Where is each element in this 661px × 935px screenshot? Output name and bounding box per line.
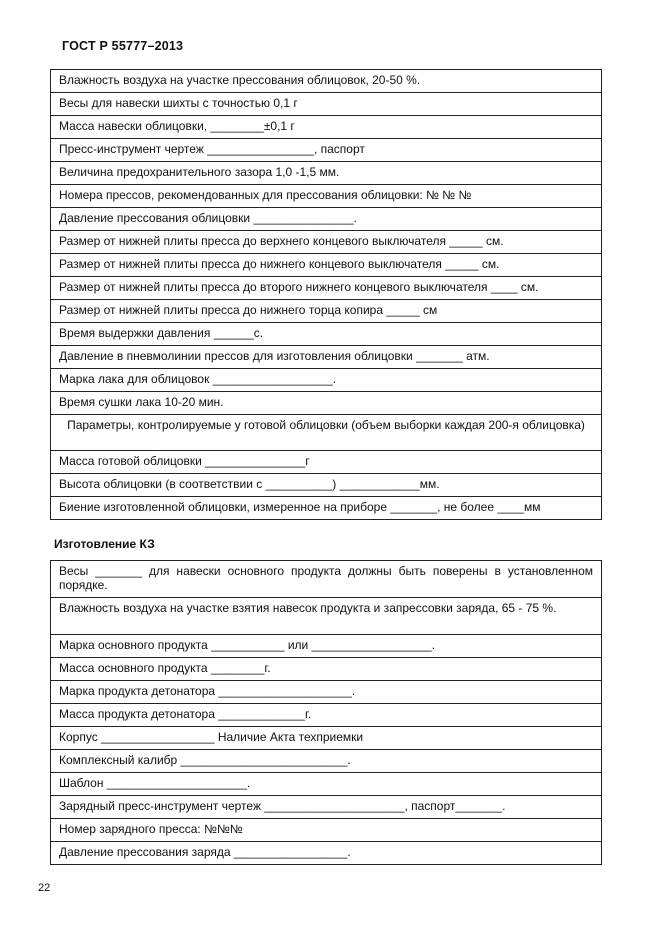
table-cell: Давление прессования облицовки _______________. bbox=[51, 208, 602, 231]
table-cell: Масса навески облицовки, ________±0,1 г bbox=[51, 116, 602, 139]
table-row bbox=[51, 819, 602, 842]
table-cell: Шаблон _____________________. bbox=[51, 773, 602, 796]
table-cell: Размер от нижней плиты пресса до нижнего концевого выключателя _____ см. bbox=[51, 254, 602, 277]
table-cell: Масса продукта детонатора _____________г. bbox=[51, 704, 602, 727]
table-subheading: Параметры, контролируемые у готовой облицовки (объем выборки каждая 200-я облицовка) bbox=[51, 415, 602, 451]
table-row bbox=[51, 392, 602, 415]
table-row bbox=[51, 474, 602, 497]
section-heading: Изготовление КЗ bbox=[54, 537, 155, 551]
table-cell: Марка продукта детонатора ____________________. bbox=[51, 681, 602, 704]
table-cell: Биение изготовленной облицовки, измеренное на приборе _______, не более ____мм bbox=[51, 497, 602, 520]
table-cell: Давление прессования заряда _________________. bbox=[51, 842, 602, 865]
table-cell: Размер от нижней плиты пресса до второго нижнего концевого выключателя ____ см. bbox=[51, 277, 602, 300]
table-cell: Комплексный калибр _________________________. bbox=[51, 750, 602, 773]
table-row bbox=[51, 300, 602, 323]
table-row bbox=[51, 796, 602, 819]
table-cell: Величина предохранительного зазора 1,0 -1,5 мм. bbox=[51, 162, 602, 185]
table-cell: Давление в пневмолинии прессов для изготовления облицовки _______ атм. bbox=[51, 346, 602, 369]
table-row bbox=[51, 139, 602, 162]
table-cell: Масса готовой облицовки _______________г bbox=[51, 451, 602, 474]
pressing-parameters-table bbox=[50, 69, 602, 520]
table-cell: Зарядный пресс-инструмент чертеж _____________________, паспорт_______. bbox=[51, 796, 602, 819]
kz-manufacturing-table bbox=[50, 560, 602, 865]
table-row bbox=[51, 727, 602, 750]
table-row bbox=[51, 231, 602, 254]
table-row bbox=[51, 451, 602, 474]
table-row bbox=[51, 704, 602, 727]
table-cell: Марка основного продукта ___________ или __________________. bbox=[51, 635, 602, 658]
table-cell: Весы для навески шихты с точностью 0,1 г bbox=[51, 93, 602, 116]
table-row bbox=[51, 598, 602, 635]
document-code-header: ГОСТ Р 55777–2013 bbox=[62, 39, 184, 53]
table-row bbox=[51, 497, 602, 520]
table-row bbox=[51, 842, 602, 865]
table-row bbox=[51, 415, 602, 451]
table-cell: Масса основного продукта ________г. bbox=[51, 658, 602, 681]
table-row bbox=[51, 70, 602, 93]
table-row bbox=[51, 277, 602, 300]
table-cell: Пресс-инструмент чертеж ________________, паспорт bbox=[51, 139, 602, 162]
table-cell: Влажность воздуха на участке взятия навесок продукта и запрессовки заряда, 65 - 75 %. bbox=[51, 598, 602, 635]
table-row bbox=[51, 208, 602, 231]
table-row bbox=[51, 185, 602, 208]
table-cell: Высота облицовки (в соответствии с __________) ____________мм. bbox=[51, 474, 602, 497]
table-row bbox=[51, 346, 602, 369]
table-cell: Время выдержки давления ______с. bbox=[51, 323, 602, 346]
table-row bbox=[51, 116, 602, 139]
table-row bbox=[51, 658, 602, 681]
table-cell: Корпус _________________ Наличие Акта техприемки bbox=[51, 727, 602, 750]
table-cell: Влажность воздуха на участке прессования облицовок, 20-50 %. bbox=[51, 70, 602, 93]
table-row bbox=[51, 750, 602, 773]
table-row bbox=[51, 681, 602, 704]
table-row bbox=[51, 773, 602, 796]
table-cell: Время сушки лака 10-20 мин. bbox=[51, 392, 602, 415]
table-row bbox=[51, 162, 602, 185]
table-cell: Весы _______ для навески основного продукта должны быть поверены в установленном порядке. bbox=[51, 561, 602, 598]
table-row bbox=[51, 254, 602, 277]
page-number: 22 bbox=[38, 882, 51, 894]
table-row bbox=[51, 635, 602, 658]
table-row bbox=[51, 323, 602, 346]
table-row bbox=[51, 369, 602, 392]
table-cell: Номера прессов, рекомендованных для прессования облицовки: № № № bbox=[51, 185, 602, 208]
table-cell: Размер от нижней плиты пресса до нижнего торца копира _____ см bbox=[51, 300, 602, 323]
table-cell: Номер зарядного пресса: №№№ bbox=[51, 819, 602, 842]
table-row bbox=[51, 93, 602, 116]
table-cell: Марка лака для облицовок __________________. bbox=[51, 369, 602, 392]
table-row bbox=[51, 561, 602, 598]
table-cell: Размер от нижней плиты пресса до верхнего концевого выключателя _____ см. bbox=[51, 231, 602, 254]
